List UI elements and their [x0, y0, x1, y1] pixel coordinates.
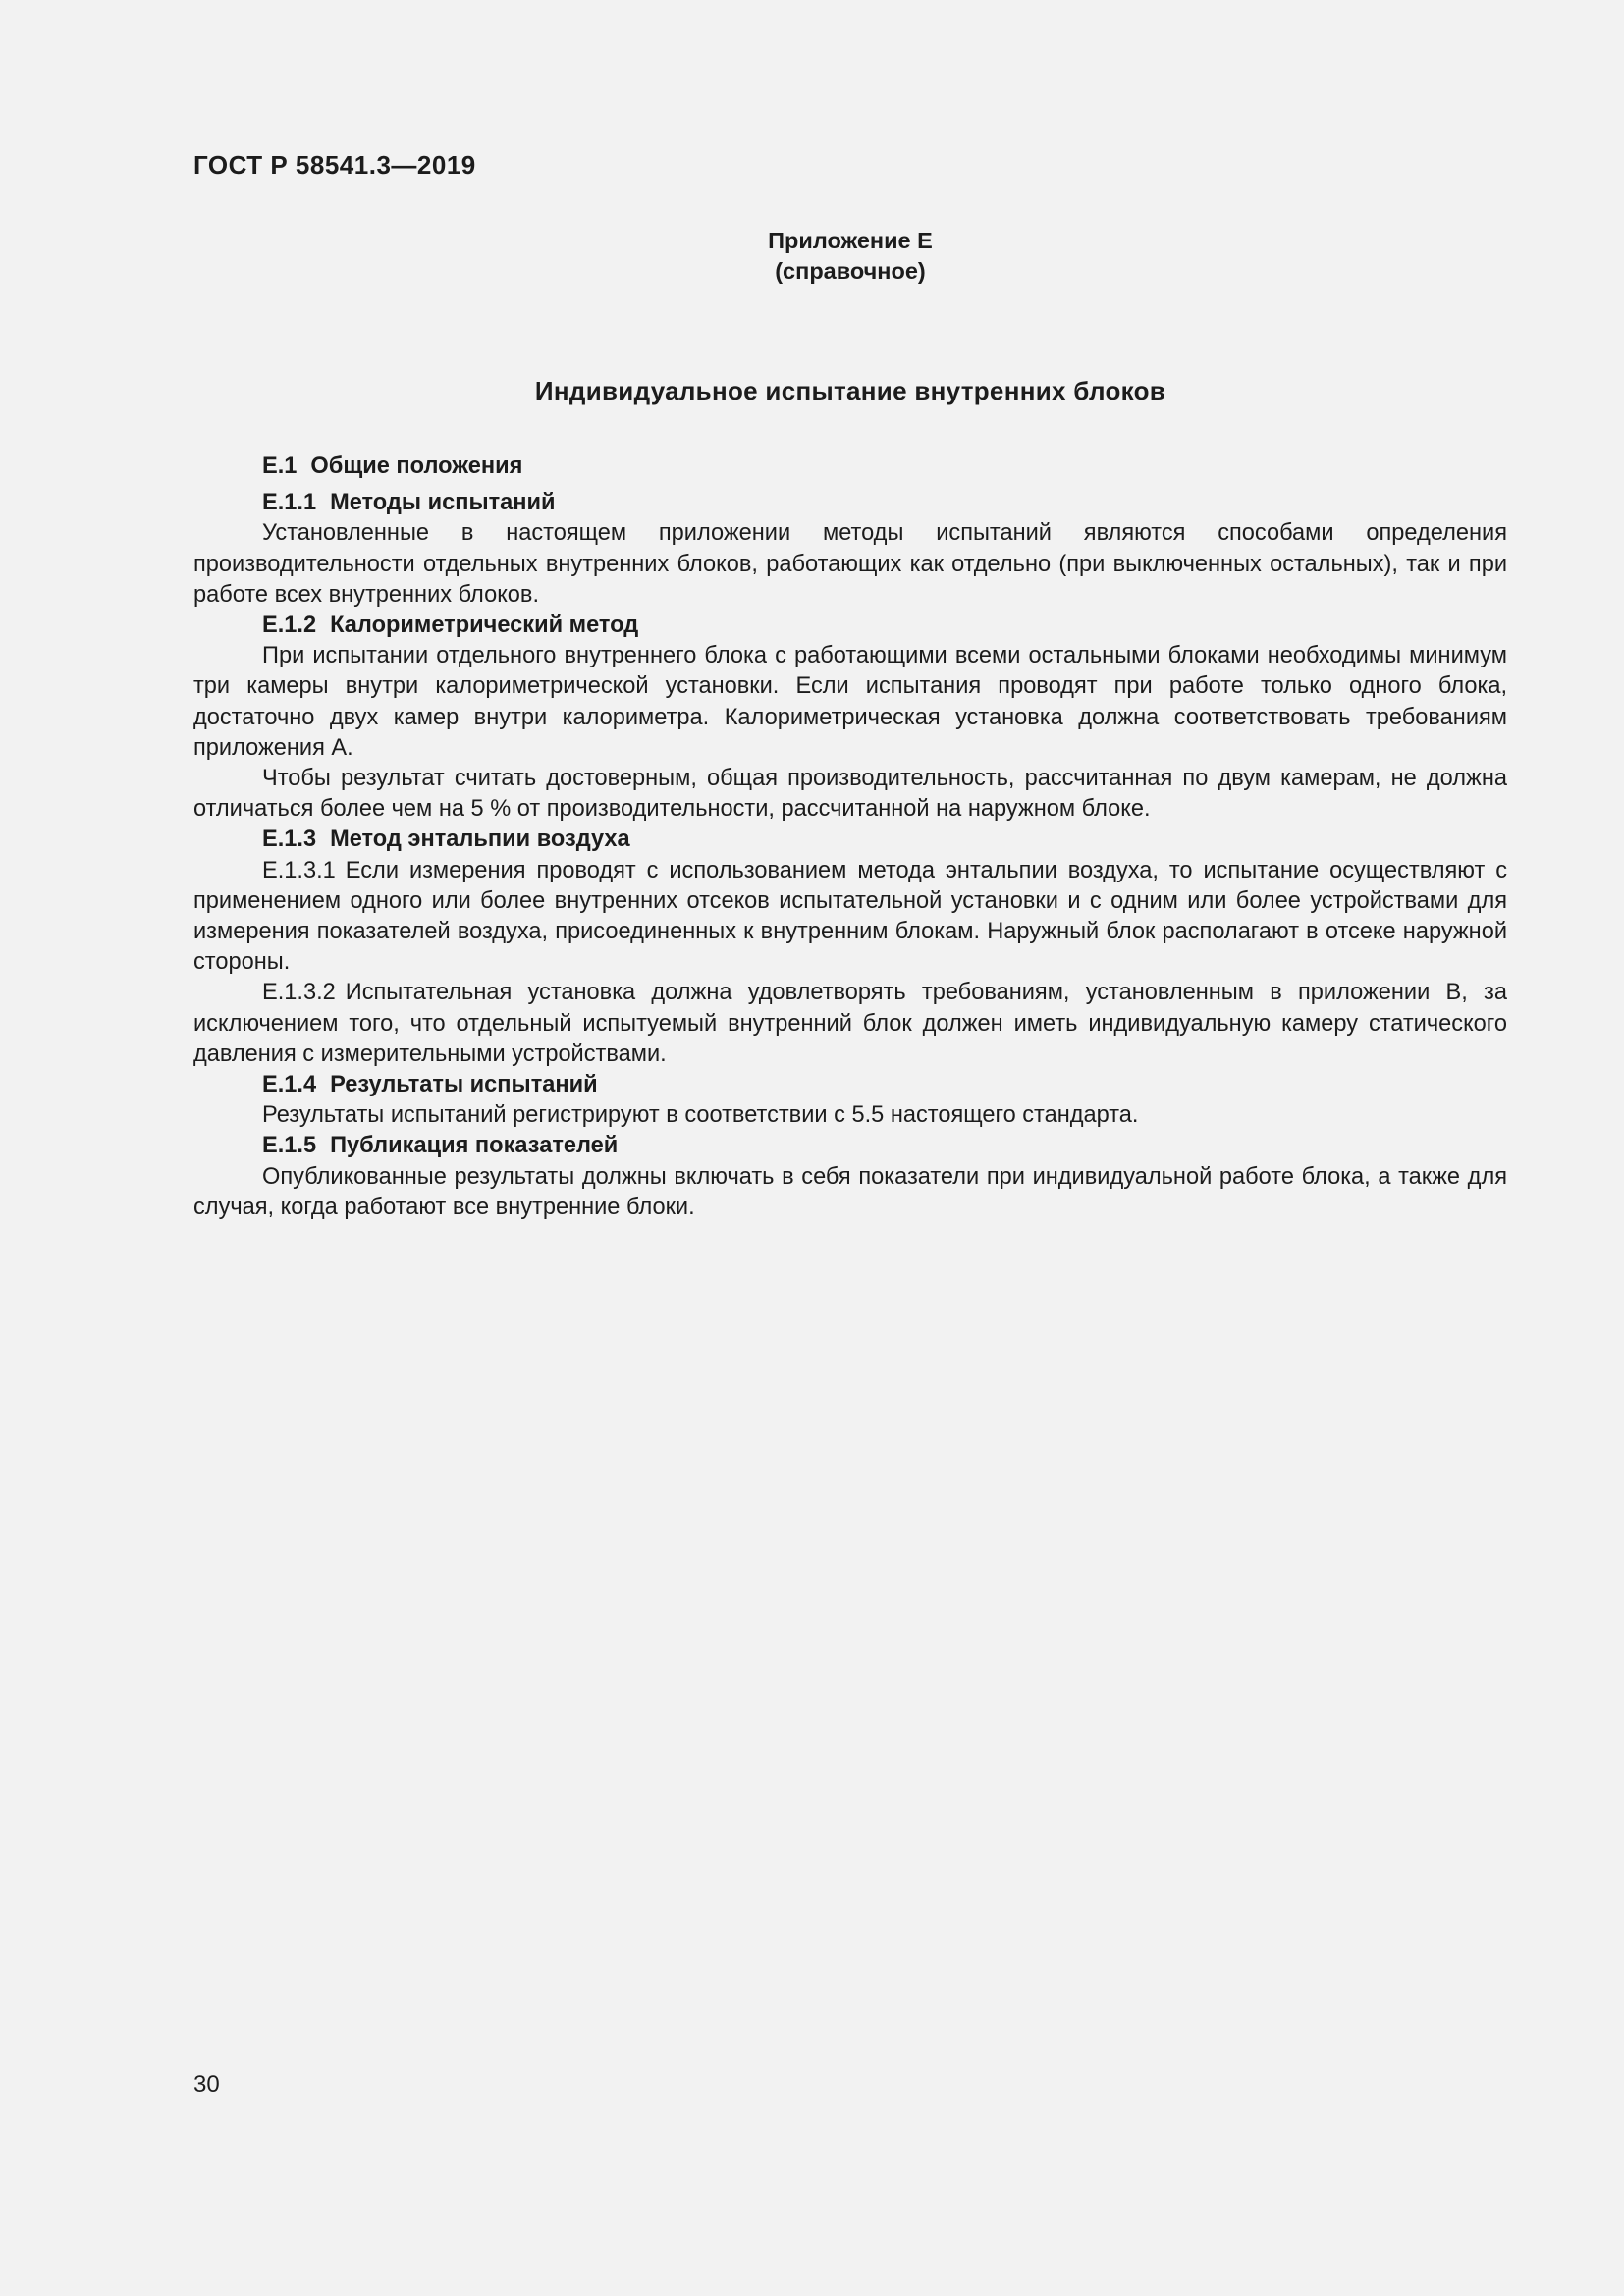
section-number: Е.1.2	[262, 613, 317, 639]
paragraph	[193, 978, 1507, 1070]
appendix-label: Приложение Е	[768, 228, 933, 253]
section-title: Публикация показателей	[330, 1133, 619, 1159]
appendix-type: (справочное)	[775, 258, 926, 284]
appendix-heading	[193, 226, 1507, 287]
section-heading-e1-1	[193, 488, 1507, 518]
section-heading-e1-3	[193, 825, 1507, 855]
section-title: Метод энтальпии воздуха	[330, 827, 630, 853]
page-number: 30	[193, 2071, 220, 2098]
section-title: Калориметрический метод	[330, 613, 639, 639]
paragraph-number: Е.1.3.2	[262, 980, 336, 1006]
document-body	[193, 452, 1507, 1223]
section-heading-e1	[193, 452, 1507, 482]
paragraph	[193, 856, 1507, 979]
section-heading-e1-5	[193, 1131, 1507, 1161]
paragraph-text: Если измерения проводят с использованием метода энтальпии воздуха, то испытание осуществляют с применением одного или более внутренних отсеков испытательной установки и с одним или более устройствами для измерения показателей воздуха, присоединенных к внутренним блокам. Наружный блок располагают в отсеке наружной стороны.	[193, 857, 1507, 976]
section-title: Общие положения	[310, 454, 523, 479]
section-title: Результаты испытаний	[330, 1072, 598, 1098]
annex-title: Индивидуальное испытание внутренних блоков	[534, 376, 1166, 405]
paragraph: Установленные в настоящем приложении методы испытаний являются способами определения производительности отдельных внутренних блоков, работающих как отдельно (при выключенных остальных), так и при работе всех внутренних блоков.	[193, 520, 1507, 608]
paragraph-number: Е.1.3.1	[262, 857, 336, 883]
section-number: Е.1	[262, 454, 298, 479]
section-number: Е.1.4	[262, 1072, 317, 1098]
paragraph: При испытании отдельного внутреннего блока с работающими всеми остальными блоками необходимы минимум три камеры внутри калориметрической установки. Если испытания проводят при работе только одного блока, достаточно двух камер внутри калориметра. Калориметрическая установка должна соответствовать требованиям приложения А.	[193, 643, 1507, 761]
section-heading-e1-2	[193, 611, 1507, 641]
section-heading-e1-4	[193, 1070, 1507, 1100]
paragraph: Результаты испытаний регистрируют в соответствии с 5.5 настоящего стандарта.	[262, 1102, 1139, 1129]
document-page	[193, 0, 1507, 2296]
standard-designation: ГОСТ Р 58541.3—2019	[193, 150, 476, 180]
paragraph: Чтобы результат считать достоверным, общая производительность, рассчитанная по двум камерам, не должна отличаться более чем на 5 % от производительности, рассчитанной на наружном блоке.	[193, 766, 1507, 823]
section-number: Е.1.1	[262, 490, 317, 516]
section-number: Е.1.3	[262, 827, 317, 853]
section-title: Методы испытаний	[330, 490, 556, 516]
section-number: Е.1.5	[262, 1133, 317, 1159]
paragraph: Опубликованные результаты должны включать в себя показатели при индивидуальной работе блока, а также для случая, когда работают все внутренние блоки.	[193, 1163, 1507, 1220]
paragraph-text: Испытательная установка должна удовлетворять требованиям, установленным в приложении В, за исключением того, что отдельный испытуемый внутренний блок должен иметь индивидуальную камеру статического давления с измерительными устройствами.	[193, 980, 1507, 1067]
